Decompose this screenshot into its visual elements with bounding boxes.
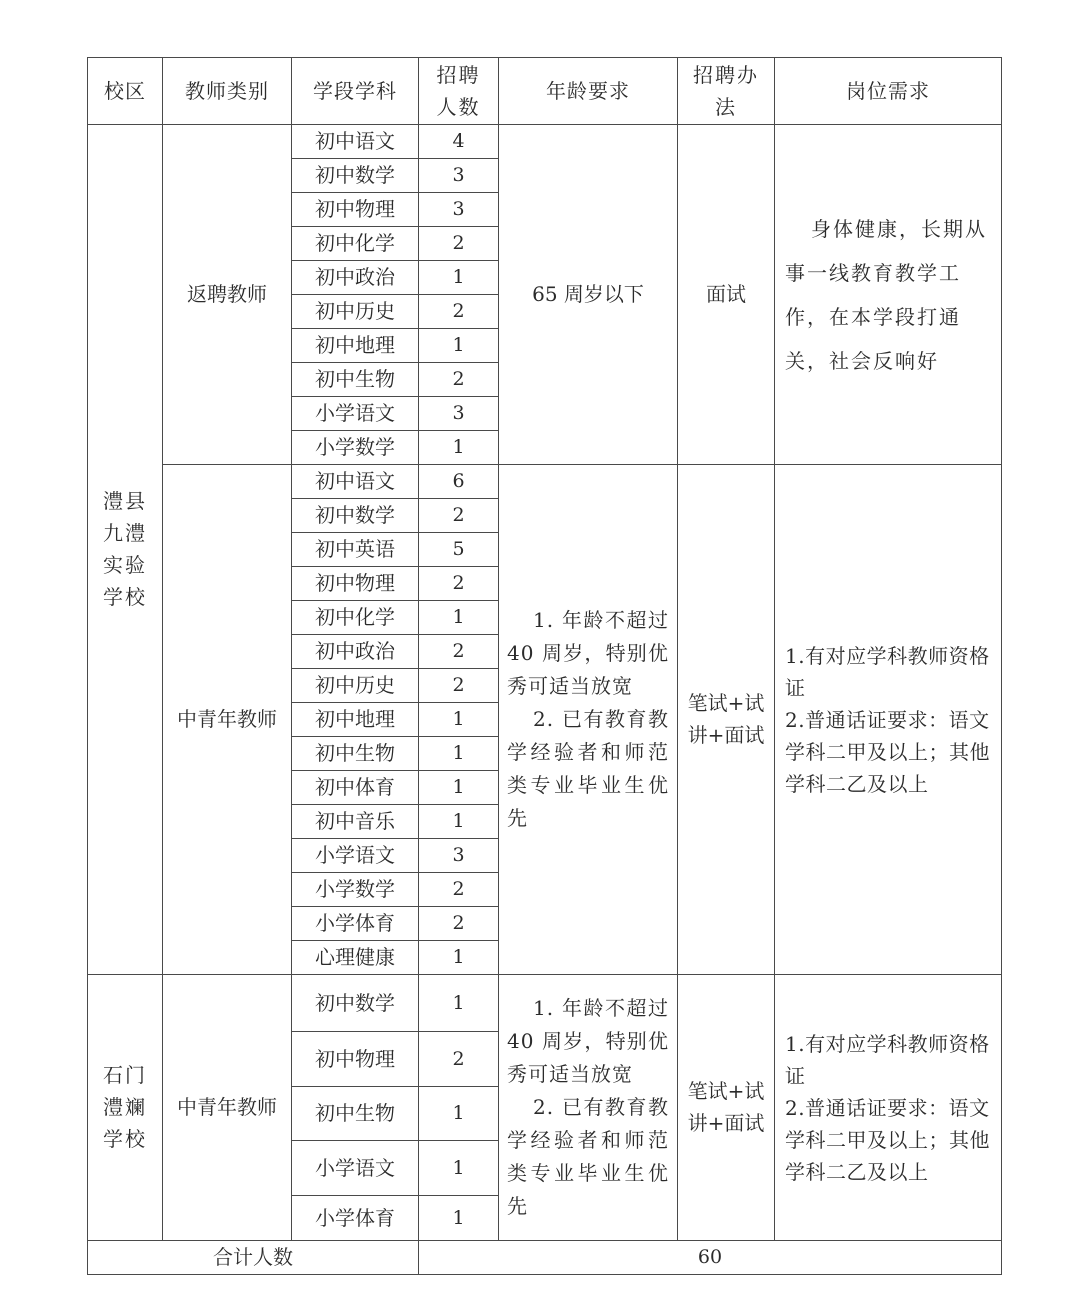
count-cell: 1 <box>419 941 499 975</box>
requirement-text: 身体健康，长期从事一线教育教学工作，在本学段打通关，社会反响好 <box>785 216 987 373</box>
age-requirement-1: 1. 年龄不超过 40 周岁，特别优秀可适当放宽 <box>507 608 669 698</box>
requirement-cell-young <box>775 465 1002 975</box>
method-cell-young <box>678 465 775 975</box>
total-label: 合计人数 <box>88 1241 419 1275</box>
method-cell-rehire: 面试 <box>678 125 775 465</box>
header-subject: 学段学科 <box>292 58 419 125</box>
subject-cell: 初中数学 <box>292 975 419 1032</box>
subject-cell: 初中数学 <box>292 159 419 193</box>
campus-cell-school2 <box>88 975 163 1241</box>
count-cell: 1 <box>419 771 499 805</box>
subject-cell: 初中体育 <box>292 771 419 805</box>
subject-cell: 初中物理 <box>292 193 419 227</box>
header-count <box>419 58 499 125</box>
subject-cell: 初中英语 <box>292 533 419 567</box>
header-category: 教师类别 <box>163 58 292 125</box>
subject-cell: 初中物理 <box>292 567 419 601</box>
subject-cell: 初中音乐 <box>292 805 419 839</box>
requirement-2: 2.普通话证要求：语文学科二甲及以上；其他学科二乙及以上 <box>785 707 990 796</box>
subject-cell: 初中语文 <box>292 465 419 499</box>
age-cell-young <box>499 465 678 975</box>
age-requirement-2: 2. 已有教育教学经验者和师范类专业毕业生优先 <box>507 707 669 830</box>
header-requirement: 岗位需求 <box>775 58 1002 125</box>
count-cell: 5 <box>419 533 499 567</box>
subject-cell: 初中数学 <box>292 499 419 533</box>
count-cell: 2 <box>419 907 499 941</box>
header-row <box>88 58 1002 125</box>
table-row <box>88 125 1002 159</box>
count-cell: 2 <box>419 363 499 397</box>
header-age: 年龄要求 <box>499 58 678 125</box>
total-row <box>88 1241 1002 1275</box>
subject-cell: 小学语文 <box>292 397 419 431</box>
method-text: 笔试+试讲+面试 <box>687 691 765 747</box>
count-cell: 1 <box>419 431 499 465</box>
category-cell-school2: 中青年教师 <box>163 975 292 1241</box>
count-cell: 2 <box>419 567 499 601</box>
category-cell-rehire: 返聘教师 <box>163 125 292 465</box>
subject-cell: 初中物理 <box>292 1032 419 1087</box>
subject-cell: 心理健康 <box>292 941 419 975</box>
requirement-1: 1.有对应学科教师资格证 <box>785 643 990 700</box>
subject-cell: 初中历史 <box>292 669 419 703</box>
age-requirement-1: 1. 年龄不超过 40 周岁，特别优秀可适当放宽 <box>507 996 669 1086</box>
subject-cell: 初中语文 <box>292 125 419 159</box>
requirement-cell-rehire <box>775 125 1002 465</box>
method-cell-school2 <box>678 975 775 1241</box>
count-cell: 1 <box>419 703 499 737</box>
count-cell: 3 <box>419 193 499 227</box>
subject-cell: 初中化学 <box>292 601 419 635</box>
campus-cell-school1 <box>88 125 163 975</box>
header-count-label: 招聘人数 <box>436 63 481 119</box>
count-cell: 3 <box>419 159 499 193</box>
count-cell: 2 <box>419 499 499 533</box>
subject-cell: 初中历史 <box>292 295 419 329</box>
count-cell: 1 <box>419 261 499 295</box>
subject-cell: 初中生物 <box>292 1087 419 1141</box>
subject-cell: 小学体育 <box>292 1196 419 1241</box>
table-row <box>88 975 1002 1032</box>
header-method-label: 招聘办法 <box>693 63 759 119</box>
total-value: 60 <box>419 1241 1002 1275</box>
subject-cell: 小学数学 <box>292 873 419 907</box>
age-requirement-2: 2. 已有教育教学经验者和师范类专业毕业生优先 <box>507 1095 669 1218</box>
count-cell: 2 <box>419 227 499 261</box>
count-cell: 1 <box>419 1141 499 1196</box>
subject-cell: 初中生物 <box>292 363 419 397</box>
count-cell: 2 <box>419 873 499 907</box>
requirement-1: 1.有对应学科教师资格证 <box>785 1031 990 1088</box>
count-cell: 1 <box>419 737 499 771</box>
count-cell: 1 <box>419 805 499 839</box>
subject-cell: 小学语文 <box>292 839 419 873</box>
count-cell: 3 <box>419 397 499 431</box>
count-cell: 1 <box>419 1087 499 1141</box>
count-cell: 2 <box>419 635 499 669</box>
category-cell-young: 中青年教师 <box>163 465 292 975</box>
count-cell: 1 <box>419 329 499 363</box>
age-cell-school2 <box>499 975 678 1241</box>
count-cell: 1 <box>419 1196 499 1241</box>
subject-cell: 小学数学 <box>292 431 419 465</box>
count-cell: 1 <box>419 975 499 1032</box>
requirement-2: 2.普通话证要求：语文学科二甲及以上；其他学科二乙及以上 <box>785 1095 990 1184</box>
recruitment-table <box>87 57 1002 1275</box>
count-cell: 1 <box>419 601 499 635</box>
subject-cell: 初中地理 <box>292 703 419 737</box>
subject-cell: 初中化学 <box>292 227 419 261</box>
header-method <box>678 58 775 125</box>
count-cell: 3 <box>419 839 499 873</box>
subject-cell: 小学体育 <box>292 907 419 941</box>
count-cell: 6 <box>419 465 499 499</box>
table-row <box>88 465 1002 499</box>
subject-cell: 初中政治 <box>292 261 419 295</box>
count-cell: 2 <box>419 669 499 703</box>
age-cell-rehire: 65 周岁以下 <box>499 125 678 465</box>
requirement-cell-school2 <box>775 975 1002 1241</box>
campus-name: 石门澧斓学校 <box>103 1063 147 1151</box>
table-body <box>88 125 1002 1275</box>
count-cell: 2 <box>419 1032 499 1087</box>
subject-cell: 初中地理 <box>292 329 419 363</box>
method-text: 笔试+试讲+面试 <box>687 1079 765 1135</box>
header-campus: 校区 <box>88 58 163 125</box>
subject-cell: 初中政治 <box>292 635 419 669</box>
subject-cell: 初中生物 <box>292 737 419 771</box>
campus-name: 澧县九澧实验学校 <box>103 489 147 609</box>
subject-cell: 小学语文 <box>292 1141 419 1196</box>
count-cell: 4 <box>419 125 499 159</box>
count-cell: 2 <box>419 295 499 329</box>
